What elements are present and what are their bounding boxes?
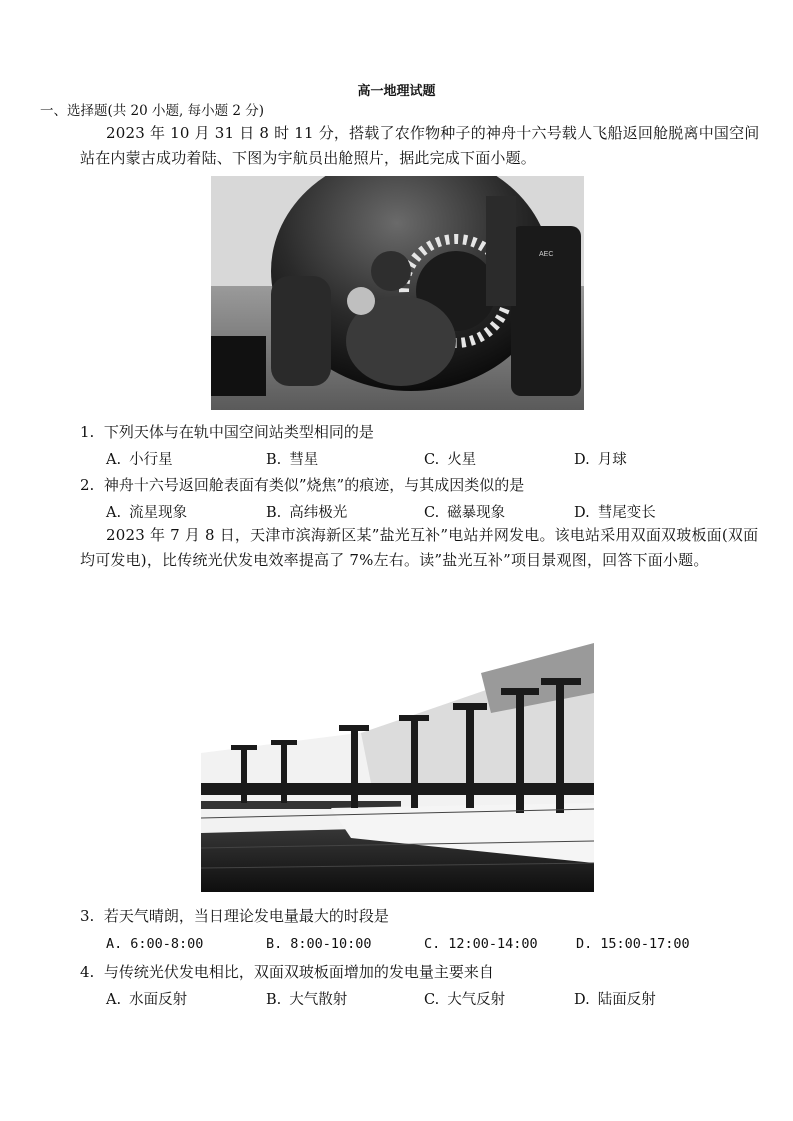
question-2 [80,474,524,495]
question-text: 神舟十六号返回舱表面有类似”烧焦”的痕迹，与其成因类似的是 [103,476,525,494]
question-1 [80,421,374,442]
question-number: 1. [80,423,95,441]
question-4 [80,961,494,982]
question-4-options [106,988,746,1008]
option-d[interactable]: D. 彗尾变长 [574,505,656,521]
question-text: 与传统光伏发电相比，双面双玻板面增加的发电量主要来自 [103,963,494,981]
option-a[interactable]: A. 小行星 [106,452,173,468]
passage-2: 2023 年 7 月 8 日，天津市滨海新区某”盐光互补”电站并网发电。该电站采用双面双玻板面(双面均可发电)，比传统光伏发电效率提高了 7%左右。读”盐光互补”项目景观图，回答下面小题。 [80,526,759,569]
option-c[interactable]: C. 12:00-14:00 [424,936,538,952]
option-b[interactable]: B. 8:00-10:00 [266,936,372,952]
question-2-options [106,501,746,521]
option-a[interactable]: A. 水面反射 [106,992,188,1008]
option-b[interactable]: B. 大气散射 [266,992,348,1008]
photo-caption-text: AEC [539,251,554,258]
question-1-options [106,448,746,468]
question-3 [80,905,389,926]
option-d[interactable]: D. 15:00-17:00 [576,936,690,952]
option-c[interactable]: C. 磁暴现象 [424,505,506,521]
option-b[interactable]: B. 高纬极光 [266,505,348,521]
option-d[interactable]: D. 陆面反射 [574,992,656,1008]
option-c[interactable]: C. 火星 [424,452,477,468]
question-text: 下列天体与在轨中国空间站类型相同的是 [103,423,374,441]
page-title: 高一地理试题 [357,84,436,99]
question-3-options [106,936,746,956]
astronaut-photo [211,176,584,410]
option-b[interactable]: B. 彗星 [266,452,319,468]
question-number: 3. [80,907,95,925]
option-a[interactable]: A. 6:00-8:00 [106,936,204,952]
option-c[interactable]: C. 大气反射 [424,992,506,1008]
question-number: 2. [80,476,95,494]
solar-plant-photo [201,633,594,892]
passage-1: 2023 年 10 月 31 日 8 时 11 分，搭载了农作物种子的神舟十六号载人飞船返回舱脱离中国空间站在内蒙古成功着陆、下图为宇航员出舱照片，据此完成下面小题。 [80,124,760,167]
question-text: 若天气晴朗，当日理论发电量最大的时段是 [103,907,389,925]
option-a[interactable]: A. 流星现象 [106,505,188,521]
question-number: 4. [80,963,95,981]
section-heading: 一、选择题(共 20 小题, 每小题 2 分) [40,103,265,119]
option-d[interactable]: D. 月球 [574,452,627,468]
